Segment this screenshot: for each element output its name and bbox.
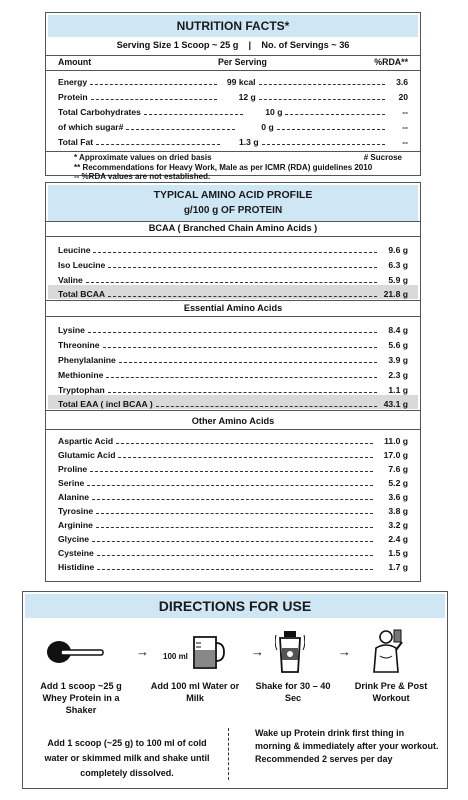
nutrient-name: of which sugar# bbox=[58, 122, 124, 132]
sucrose-note: # Sucrose bbox=[363, 153, 402, 162]
amino-row bbox=[58, 488, 408, 502]
directions-note-right bbox=[255, 727, 441, 766]
nutrition-notes bbox=[74, 153, 408, 182]
amino-value: 11.0 g bbox=[384, 436, 408, 446]
note-right-line: Wake up Protein drink first thing in morning & immediately after your workout. bbox=[255, 728, 439, 751]
amino-row bbox=[58, 502, 408, 516]
amino-name: Phenylalanine bbox=[58, 355, 116, 365]
amino-name: Alanine bbox=[58, 492, 90, 502]
measuring-jug-icon bbox=[190, 634, 226, 670]
amino-row bbox=[58, 336, 408, 350]
directions-note-left: Add 1 scoop (~25 g) to 100 ml of cold water or skimmed milk and shake until completely dissolved. bbox=[44, 738, 210, 778]
amino-acid-panel bbox=[45, 182, 421, 582]
amino-value: 17.0 g bbox=[383, 450, 408, 460]
amino-value: 8.4 g bbox=[388, 325, 408, 335]
step-1-text: Add 1 scoop ~25 g Whey Protein in a Shaker bbox=[40, 681, 122, 715]
step-4-text: Drink Pre & Post Workout bbox=[354, 681, 428, 703]
amino-value: 5.9 g bbox=[388, 275, 408, 285]
directions-divider bbox=[228, 728, 229, 780]
total-bcaa-row bbox=[58, 285, 408, 299]
amino-name: Aspartic Acid bbox=[58, 436, 114, 446]
nutrient-value: 0 g bbox=[261, 122, 274, 132]
nutrition-header-row bbox=[58, 57, 408, 69]
amino-row bbox=[58, 530, 408, 544]
nutrient-rda: -- bbox=[402, 122, 409, 132]
arrow-right-icon: → bbox=[251, 644, 264, 659]
note-line: -- %RDA values are not established. bbox=[74, 172, 211, 181]
note-right-line: Recommended 2 serves per day bbox=[255, 754, 393, 764]
amino-value: 2.3 g bbox=[388, 370, 408, 380]
amino-name: Lysine bbox=[58, 325, 85, 335]
amino-name: Methionine bbox=[58, 370, 104, 380]
amino-value: 2.4 g bbox=[388, 534, 408, 544]
amino-value: 7.6 g bbox=[388, 464, 408, 474]
amino-name: Glutamic Acid bbox=[58, 450, 116, 460]
amino-name: Glycine bbox=[58, 534, 90, 544]
amino-row bbox=[58, 544, 408, 558]
amino-value: 5.6 g bbox=[388, 340, 408, 350]
nutrition-row bbox=[58, 133, 408, 147]
amino-value: 9.6 g bbox=[388, 245, 408, 255]
amino-name: Iso Leucine bbox=[58, 260, 106, 270]
arrow-right-icon: → bbox=[136, 644, 149, 659]
amino-subtitle: g/100 g OF PROTEIN bbox=[48, 203, 418, 221]
amino-name: Serine bbox=[58, 478, 85, 488]
amino-value: 3.2 g bbox=[388, 520, 408, 530]
step-3-text: Shake for 30 – 40 Sec bbox=[255, 681, 331, 703]
amino-name: Leucine bbox=[58, 245, 91, 255]
nutrition-row bbox=[58, 88, 408, 102]
amino-row bbox=[58, 256, 408, 270]
directions-panel bbox=[22, 591, 448, 789]
amino-row bbox=[58, 271, 408, 285]
amino-row bbox=[58, 516, 408, 530]
nutrient-rda: -- bbox=[402, 107, 408, 117]
nutrition-row bbox=[58, 73, 408, 87]
nutrition-row bbox=[58, 103, 408, 117]
amino-name: Cysteine bbox=[58, 548, 94, 558]
nutrient-name: Energy bbox=[58, 77, 88, 87]
amino-row bbox=[58, 474, 408, 488]
total-eaa-row bbox=[58, 395, 408, 409]
nutrient-rda: 20 bbox=[398, 92, 409, 102]
amino-name: Total EAA ( incl BCAA ) bbox=[58, 399, 153, 409]
nutrient-value: 1.3 g bbox=[239, 137, 259, 147]
directions-title: DIRECTIONS FOR USE bbox=[25, 594, 445, 618]
amino-value: 43.1 g bbox=[383, 399, 408, 409]
amino-row bbox=[58, 241, 408, 255]
amino-row bbox=[58, 381, 408, 395]
amino-row bbox=[58, 432, 408, 446]
amino-row bbox=[58, 446, 408, 460]
jug-label: 100 ml bbox=[163, 652, 188, 661]
drinking-person-icon bbox=[368, 628, 412, 674]
amino-value: 3.6 g bbox=[388, 492, 408, 502]
amino-name: Histidine bbox=[58, 562, 95, 572]
serving-info: Serving Size 1 Scoop ~ 25 g | No. of Servings ~ 36 bbox=[116, 40, 350, 50]
nutrition-row bbox=[58, 118, 408, 132]
nutrition-facts-panel bbox=[45, 12, 421, 181]
amino-name: Valine bbox=[58, 275, 83, 285]
note-line: ** Recommendations for Heavy Work, Male as per ICMR (RDA) guidelines 2010 bbox=[74, 162, 373, 172]
amino-name: Total BCAA bbox=[58, 289, 106, 299]
step-2-text: Add 100 ml Water or Milk bbox=[150, 681, 240, 703]
amino-value: 1.5 g bbox=[388, 548, 408, 558]
other-header: Other Amino Acids bbox=[191, 416, 275, 426]
amino-value: 21.8 g bbox=[383, 289, 408, 299]
amino-value: 1.7 g bbox=[388, 562, 408, 572]
amino-name: Tryptophan bbox=[58, 385, 105, 395]
amino-name: Proline bbox=[58, 464, 88, 474]
nutrient-value: 99 kcal bbox=[226, 77, 256, 87]
shaker-icon bbox=[275, 630, 305, 674]
amino-name: Tyrosine bbox=[58, 506, 94, 516]
nutrient-name: Total Carbohydrates bbox=[58, 107, 141, 117]
amino-row bbox=[58, 460, 408, 474]
nutrient-value: 12 g bbox=[238, 92, 256, 102]
bcaa-header: BCAA ( Branched Chain Amino Acids ) bbox=[148, 223, 318, 233]
nutrient-rda: -- bbox=[402, 137, 409, 147]
amino-value: 3.8 g bbox=[388, 506, 408, 516]
nutrition-title: NUTRITION FACTS* bbox=[48, 15, 418, 37]
amino-value: 5.2 g bbox=[388, 478, 408, 488]
amino-name: Threonine bbox=[58, 340, 100, 350]
amino-value: 6.3 g bbox=[388, 260, 408, 270]
amino-title: TYPICAL AMINO ACID PROFILE bbox=[48, 185, 418, 203]
amino-name: Arginine bbox=[58, 520, 93, 530]
header-rda: %RDA** bbox=[374, 57, 408, 67]
note-line: * Approximate values on dried basis bbox=[74, 153, 212, 162]
nutrient-name: Protein bbox=[58, 92, 88, 102]
amino-row bbox=[58, 351, 408, 365]
amino-row bbox=[58, 366, 408, 380]
header-amount: Amount bbox=[58, 57, 92, 67]
amino-row bbox=[58, 321, 408, 335]
arrow-right-icon: → bbox=[338, 644, 351, 659]
nutrient-rda: 3.6 bbox=[396, 77, 409, 87]
eaa-header: Essential Amino Acids bbox=[183, 303, 283, 313]
amino-value: 1.1 g bbox=[388, 385, 408, 395]
header-per-serving: Per Serving bbox=[218, 57, 267, 67]
nutrient-name: Total Fat bbox=[58, 137, 94, 147]
scoop-icon bbox=[45, 637, 107, 667]
amino-value: 3.9 g bbox=[388, 355, 408, 365]
amino-row bbox=[58, 558, 408, 572]
nutrient-value: 10 g bbox=[265, 107, 283, 117]
